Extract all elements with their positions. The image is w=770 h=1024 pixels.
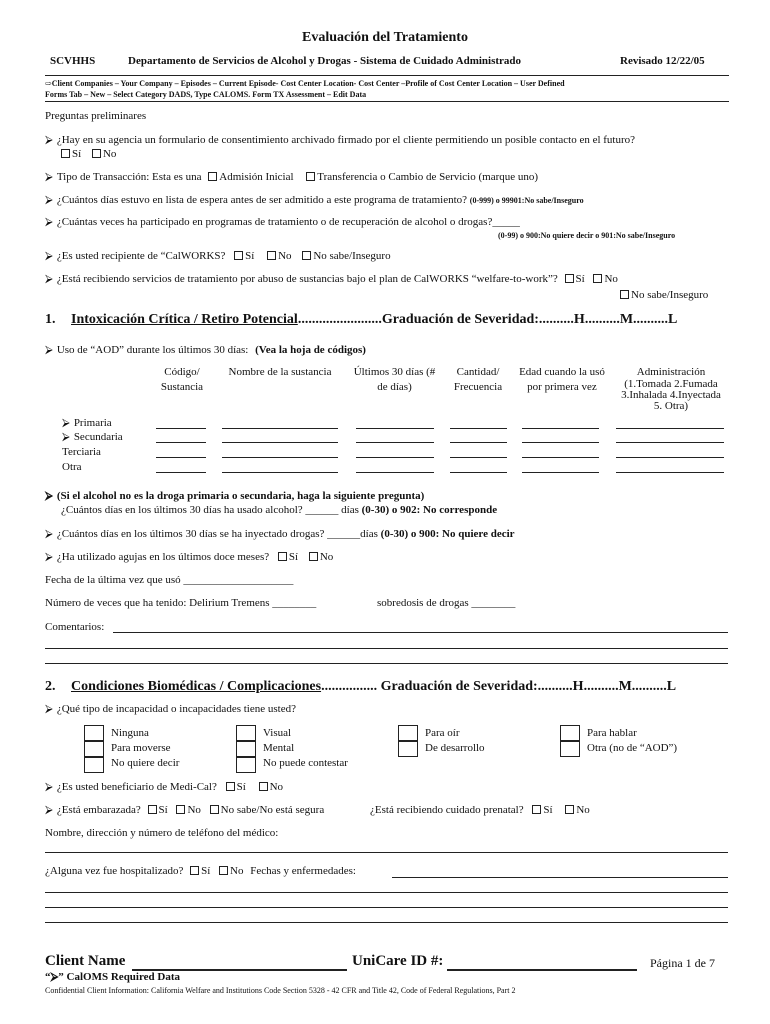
row-secondary [62,431,123,444]
column-days: Últimos 30 días (# de días) [353,366,436,393]
prelim-heading: Preguntas preliminares [45,110,147,122]
injection-question [45,528,515,541]
consent-question-text: ¿Hay en su agencia un formulario de consentimiento archivado firmado por el cliente permitiendo un posible contacto en el futuro? [56,134,636,146]
disability-speech-label: Para hablar [587,727,637,739]
doctor-info-line[interactable] [45,852,728,853]
waitlist-question-text: ¿Cuántos días estuvo en lista de espera antes de ser admitido a este programa de tratamiento? [56,194,468,206]
welfare-unsure-checkbox[interactable] [620,290,629,299]
aod-usage-note: (Vea la hoja de códigos) [255,344,366,356]
disability-checkbox-hearing[interactable] [398,725,418,741]
medical-question [45,781,283,794]
confidential-notice: Confidential Client Information: California Welfare and Institutions Code Section 5328 - 42 CFR and Title 42, Code of Federal Regulations, Part 2 [45,986,516,995]
welfare-yes-checkbox[interactable] [565,274,574,283]
row-secondary-label: Secundaria [73,431,123,443]
comments-line[interactable] [45,663,728,664]
disability-checkbox-visual[interactable] [236,725,256,741]
table-field-amount[interactable] [450,457,507,458]
disability-visual-label: Visual [263,727,292,739]
row-tertiary-label: Terciaria [62,446,101,458]
treatment-count-note: (0-99) o 900:No quiere decir o 901:No sabe/Inseguro [498,231,676,240]
bullet-arrow-icon: ⮚ [45,344,53,356]
table-field-days[interactable] [356,442,434,443]
column-substance-name: Nombre de la sustancia [228,366,332,378]
calworks-no-label: No [278,250,292,262]
table-field-substance-name[interactable] [222,472,338,473]
table-field-first-use-age[interactable] [522,457,599,458]
table-field-administration[interactable] [616,442,724,443]
pregnancy-no-checkbox[interactable] [176,805,185,814]
hospital-dates-line[interactable] [45,922,728,923]
column-first-use-age: Edad cuando la usó por primera vez [519,366,605,393]
consent-yes-checkbox[interactable] [61,149,70,158]
disability-checkbox-developmental[interactable] [398,741,418,757]
hospital-yes-checkbox[interactable] [190,866,199,875]
needles-no-label: No [319,551,334,563]
hospital-question-text: ¿Alguna vez fue hospitalizado? [45,865,184,877]
transfer-checkbox[interactable] [306,172,315,181]
section2-header [45,679,676,695]
hospital-no-checkbox[interactable] [219,866,228,875]
hospital-dates-line[interactable] [45,907,728,908]
bullet-arrow-icon: ⮚ [45,703,53,715]
initial-admission-label: Admisión Inicial [219,171,294,183]
unicare-id-field[interactable] [447,969,637,971]
alcohol-days-note: (0-30) o 902: No corresponde [361,504,498,516]
bullet-arrow-icon: ⮚ [62,417,70,429]
section2-title: Condiciones Biomédicas / Complicaciones [71,679,322,694]
table-field-amount[interactable] [450,428,507,429]
pregnancy-no-label: No [187,804,201,816]
disability-checkbox-mobility[interactable] [84,741,104,757]
bullet-arrow-icon: ⮚ [45,781,53,793]
table-field-administration[interactable] [616,472,724,473]
medical-yes-label: Sí [236,781,246,793]
table-field-substance-name[interactable] [222,457,338,458]
initial-admission-checkbox[interactable] [208,172,217,181]
table-field-first-use-age[interactable] [522,428,599,429]
table-field-administration[interactable] [616,428,724,429]
waitlist-question [45,194,584,207]
prenatal-question-text: ¿Está recibiendo cuidado prenatal? [370,804,524,816]
hospital-question [45,865,356,877]
bullet-arrow-icon: ⮚ [62,431,70,443]
disability-checkbox-none[interactable] [84,725,104,741]
pregnancy-yes-checkbox[interactable] [148,805,157,814]
caloms-note: “⮚” CalOMS Required Data [45,971,181,983]
calworks-yes-label: Sí [245,250,255,262]
table-field-administration[interactable] [616,457,724,458]
calworks-yes-checkbox[interactable] [234,251,243,260]
doctor-info-label: Nombre, dirección y número de teléfono del médico: [45,827,279,839]
needles-question [45,551,333,564]
pregnancy-unsure-checkbox[interactable] [210,805,219,814]
column-administration: Administración [636,366,706,378]
needles-no-checkbox[interactable] [309,552,318,561]
section1-severity: ........................Graduación de Severidad:..........H..........M..........L [297,312,678,327]
aod-usage-question [45,344,366,357]
bullet-arrow-icon: ⮚ [45,171,53,183]
table-field-days[interactable] [356,457,434,458]
bullet-arrow-icon: ⮚ [45,490,53,502]
treatment-count-text: ¿Cuántas veces ha participado en programas de tratamiento o de recuperación de alcohol o drogas?_____ [56,216,520,228]
disability-other-label: Otra (no de “AOD”) [587,742,678,754]
consent-question [45,134,635,147]
row-primary-label: Primaria [73,417,112,429]
table-field-substance-name[interactable] [222,442,338,443]
table-field-code[interactable] [156,428,206,429]
table-field-days[interactable] [356,428,434,429]
alcohol-days-text: ¿Cuántos días en los últimos 30 días ha usado alcohol? ______ días [61,504,359,516]
pregnancy-unsure-label: No sabe/No está segura [220,804,325,816]
injection-note: (0-30) o 900: No quiere decir [380,528,515,540]
disability-mobility-label: Para moverse [111,742,171,754]
injection-text: ¿Cuántos días en los últimos 30 días se ha inyectado drogas? ______días [56,528,378,540]
pregnancy-yes-label: Sí [158,804,168,816]
org-name: SCVHHS [50,55,96,67]
calworks-question-text: ¿Es usted recipiente de “CalWORKS? [56,250,226,262]
disability-checkbox-speech[interactable] [560,725,580,741]
medical-question-text: ¿Es usted beneficiario de Medi-Cal? [56,781,217,793]
last-use-date-field[interactable]: Fecha de la última vez que usó ____________________ [45,574,294,586]
transaction-type-question [45,171,538,184]
table-field-first-use-age[interactable] [522,472,599,473]
pregnancy-question-text: ¿Está embarazada? [56,804,141,816]
section2-severity: ................ Graduación de Severidad:..........H..........M..........L [321,679,677,694]
welfare-unsure-label: No sabe/Inseguro [631,289,709,301]
alcohol-intro [45,490,424,503]
disability-declined-label: No quiere decir [111,757,180,769]
disability-checkbox-declined[interactable] [84,757,104,773]
alcohol-days-question [61,504,497,516]
welfare-unsure-option [620,289,708,301]
medical-no-label: No [269,781,284,793]
disability-checkbox-other[interactable] [560,741,580,757]
revision-date: Revisado 12/22/05 [620,55,705,67]
consent-yes-label: Sí [72,148,82,160]
calworks-unsure-checkbox[interactable] [302,251,311,260]
page-number: Página 1 de 7 [650,956,715,970]
waitlist-note: (0-999) o 99901:No sabe/Inseguro [469,196,584,205]
welfare-no-label: No [604,273,618,285]
section1-number: 1. [45,312,56,327]
consent-options [61,148,116,160]
consent-no-checkbox[interactable] [92,149,101,158]
row-primary [62,417,112,430]
unicare-id-label: UniCare ID #: [352,953,444,969]
bullet-arrow-icon: ⮚ [45,134,53,146]
prenatal-yes-checkbox[interactable] [532,805,541,814]
disability-hearing-label: Para oír [425,727,460,739]
needles-yes-label: Sí [288,551,299,563]
delirium-tremens-field[interactable]: Número de veces que ha tenido: Delirium Tremens ________ [45,597,317,609]
hospital-dates-label: Fechas y enfermedades: [250,865,356,877]
treatment-count-question [45,216,520,229]
hospital-yes-label: Sí [201,865,211,877]
column-amount: Cantidad/ Frecuencia [453,366,503,393]
welfare-yes-label: Sí [575,273,585,285]
section1-header [45,312,677,328]
page-title: Evaluación del Tratamiento [302,30,468,45]
bullet-arrow-icon: ⮚ [45,528,53,540]
prenatal-no-checkbox[interactable] [565,805,574,814]
hospital-dates-line[interactable] [45,892,728,893]
navigation-path-line1: ⇨Client Companies – Your Company – Episodes – Current Episode- Cost Center Location- Cost Center –Profile of Cost Center Location – User Defined [45,79,565,88]
column-administration-options: (1.Tomada 2.Fumada 3.Inhalada 4.Inyectada 5. Otra) [621,378,721,412]
calworks-question [45,250,391,263]
table-field-substance-name[interactable] [222,428,338,429]
comments-line[interactable] [45,648,728,649]
transfer-label: Transferencia o Cambio de Servicio (marque uno) [317,171,539,183]
disability-checkbox-mental[interactable] [236,741,256,757]
welfare-no-checkbox[interactable] [593,274,602,283]
comments-label: Comentarios: [45,621,105,633]
overdose-field[interactable]: sobredosis de drogas ________ [377,597,516,609]
row-other-label: Otra [62,461,82,473]
navigation-path-line2: Forms Tab – New – Select Category DADS, Type CALOMS. Form TX Assessment – Edit Data [45,90,367,99]
disability-question-text: ¿Qué tipo de incapacidad o incapacidades tiene usted? [56,703,296,715]
bullet-arrow-icon: ⮚ [45,194,53,206]
disability-mental-label: Mental [263,742,295,754]
bullet-arrow-icon: ⮚ [45,273,53,285]
welfare-question-text: ¿Está recibiendo servicios de tratamiento por abuso de sustancias bajo el plan de CalWORKS “welfare-to-work”? [56,273,558,285]
bullet-arrow-icon: ⮚ [45,551,53,563]
prenatal-yes-label: Sí [543,804,553,816]
table-field-amount[interactable] [450,442,507,443]
medical-no-checkbox[interactable] [259,782,268,791]
section1-title: Intoxicación Crítica / Retiro Potencial [71,312,298,327]
column-code: Código/ Sustancia [160,366,204,393]
aod-usage-text: Uso de “AOD” durante los últimos 30 días: [56,344,249,356]
disability-question [45,703,296,716]
disability-developmental-label: De desarrollo [425,742,485,754]
needles-text: ¿Ha utilizado agujas en los últimos doce meses? [56,551,270,563]
section2-number: 2. [45,679,56,694]
transaction-type-label: Tipo de Transacción: Esta es una [56,171,202,183]
bullet-arrow-icon: ⮚ [45,804,53,816]
hospital-dates-line[interactable] [392,877,728,878]
table-field-amount[interactable] [450,472,507,473]
client-name-label: Client Name [45,953,126,969]
department-name: Departamento de Servicios de Alcohol y Drogas - Sistema de Cuidado Administrado [128,55,522,67]
calworks-unsure-label: No sabe/Inseguro [313,250,391,262]
bullet-arrow-icon: ⮚ [45,250,53,262]
welfare-question [45,273,618,286]
disability-checkbox-unable[interactable] [236,757,256,773]
bullet-arrow-icon: ⮚ [45,216,53,228]
table-field-code[interactable] [156,442,206,443]
needles-yes-checkbox[interactable] [278,552,287,561]
table-field-days[interactable] [356,472,434,473]
medical-yes-checkbox[interactable] [226,782,235,791]
prenatal-question [370,804,590,816]
table-field-code[interactable] [156,472,206,473]
pregnancy-question [45,804,324,817]
disability-none-label: Ninguna [111,727,149,739]
comments-line[interactable] [113,632,728,633]
table-field-code[interactable] [156,457,206,458]
disability-unable-label: No puede contestar [263,757,348,769]
alcohol-intro-text: (Si el alcohol no es la droga primaria o secundaria, haga la siguiente pregunta) [56,490,425,502]
table-field-first-use-age[interactable] [522,442,599,443]
prenatal-no-label: No [576,804,590,816]
hospital-no-label: No [230,865,244,877]
calworks-no-checkbox[interactable] [267,251,276,260]
consent-no-label: No [102,148,117,160]
